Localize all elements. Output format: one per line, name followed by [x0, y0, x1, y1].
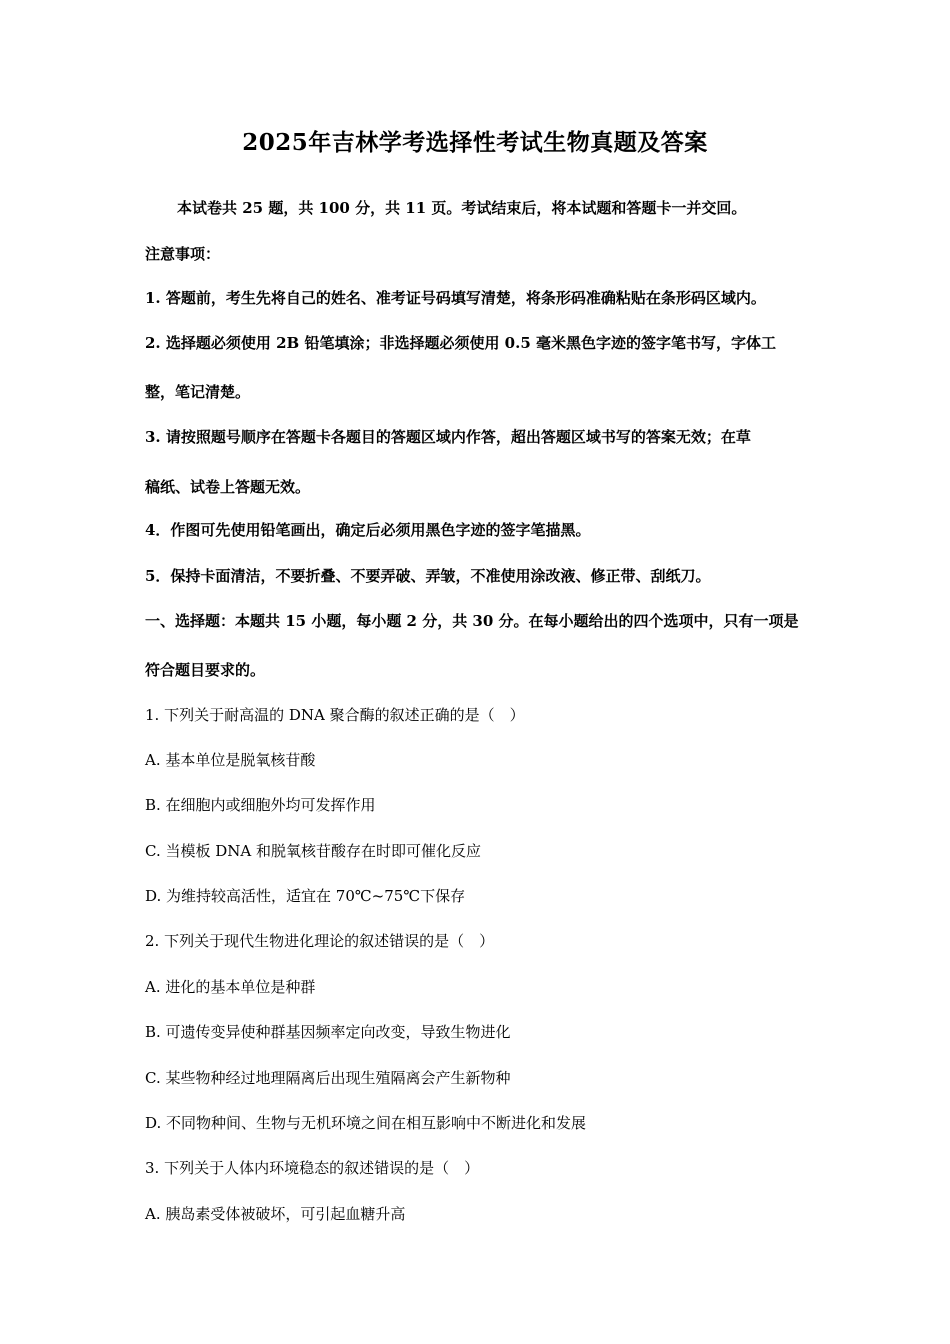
question-3-option-a: A. 胰岛素受体被破坏，可引起血糖升高 [145, 1205, 406, 1223]
notice-item-2-line-1: 2. 选择题必须使用 2B 铅笔填涂；非选择题必须使用 0.5 毫米黑色字迹的签字笔书写，字体工 [145, 334, 776, 352]
question-2-option-d: D. 不同物种间、生物与无机环境之间在相互影响中不断进化和发展 [145, 1114, 587, 1132]
question-2-option-c: C. 某些物种经过地理隔离后出现生殖隔离会产生新物种 [145, 1069, 511, 1087]
notice-item-5: 5．保持卡面清洁，不要折叠、不要弄破、弄皱，不准使用涂改液、修正带、刮纸刀。 [145, 567, 711, 585]
notice-item-2-line-2: 整，笔记清楚。 [145, 383, 251, 401]
question-2-option-a: A. 进化的基本单位是种群 [145, 978, 316, 996]
question-1-option-d: D. 为维持较高活性，适宜在 70℃~75℃下保存 [145, 887, 466, 905]
question-2: 2. 下列关于现代生物进化理论的叙述错误的是（ ） [145, 932, 495, 950]
question-1: 1. 下列关于耐高温的 DNA 聚合酶的叙述正确的是（ ） [145, 706, 525, 724]
page-title: 2025年吉林学考选择性考试生物真题及答案 [242, 129, 708, 156]
notice-item-3-line-2: 稿纸、试卷上答题无效。 [145, 478, 311, 496]
question-1-option-a: A. 基本单位是脱氧核苷酸 [145, 751, 316, 769]
notice-item-3-line-1: 3. 请按照题号顺序在答题卡各题目的答题区域内作答，超出答题区域书写的答案无效；在草 [145, 428, 751, 446]
question-1-option-c: C. 当模板 DNA 和脱氧核苷酸存在时即可催化反应 [145, 842, 482, 860]
notice-item-1: 1. 答题前，考生先将自己的姓名、准考证号码填写清楚，将条形码准确粘贴在条形码区域内。 [145, 289, 766, 307]
question-2-option-b: B. 可遗传变异使种群基因频率定向改变，导致生物进化 [145, 1023, 511, 1041]
notice-item-4: 4．作图可先使用铅笔画出，确定后必须用黑色字迹的签字笔描黑。 [145, 521, 591, 539]
question-1-option-b: B. 在细胞内或细胞外均可发挥作用 [145, 796, 376, 814]
section-heading-line-2: 符合题目要求的。 [145, 661, 266, 679]
notice-heading: 注意事项： [145, 245, 221, 263]
question-3: 3. 下列关于人体内环境稳态的叙述错误的是（ ） [145, 1159, 480, 1177]
exam-intro: 本试卷共 25 题，共 100 分，共 11 页。考试结束后，将本试题和答题卡一并交回。 [177, 199, 747, 217]
section-heading-line-1: 一、选择题：本题共 15 小题，每小题 2 分，共 30 分。在每小题给出的四个选项中，只有一项是 [145, 612, 799, 630]
